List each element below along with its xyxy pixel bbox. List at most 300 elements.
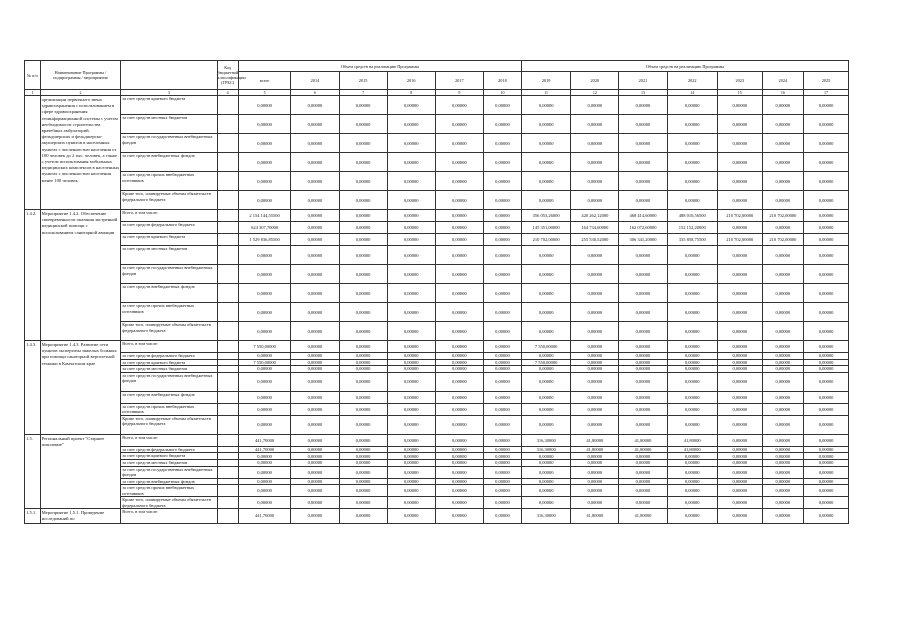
funding-source: за счет средств краевого бюджета	[121, 96, 217, 115]
funding-source: Кроме того, планируемые объемы обязательств федерального бюджета	[121, 415, 217, 434]
amount-cell: 0,00000	[483, 246, 521, 265]
amount-cell: 0,00000	[238, 497, 291, 509]
amount-cell: 0,00000	[339, 466, 387, 478]
amount-cell: 0,00000	[483, 403, 521, 415]
amount-cell: 0,00000	[804, 222, 849, 234]
amount-cell: 41,80000	[667, 434, 717, 446]
amount-cell: 0,00000	[435, 210, 483, 222]
amount-cell: 164 734,60000	[571, 222, 619, 234]
amount-cell: 0,00000	[435, 453, 483, 460]
amount-cell: 0,00000	[804, 459, 849, 466]
amount-cell: 0,00000	[762, 96, 803, 115]
amount-cell: 0,00000	[483, 265, 521, 284]
amount-cell: 0,00000	[522, 391, 571, 403]
amount-cell: 441,70000	[238, 434, 291, 446]
amount-cell: 0,00000	[522, 466, 571, 478]
kbk-cell	[217, 453, 238, 460]
amount-cell: 0,00000	[762, 284, 803, 303]
amount-cell: 0,00000	[387, 434, 435, 446]
amount-cell: 0,00000	[339, 191, 387, 210]
amount-cell: 0,00000	[804, 134, 849, 153]
amount-cell: 0,00000	[522, 284, 571, 303]
amount-cell: 0,00000	[804, 234, 849, 246]
amount-cell: 0,00000	[435, 403, 483, 415]
program-name: Региональный проект "Старшее поколение"	[40, 434, 121, 508]
kbk-cell	[217, 134, 238, 153]
amount-cell: 0,00000	[717, 353, 762, 360]
amount-cell: 0,00000	[762, 115, 803, 134]
amount-cell: 0,00000	[483, 210, 521, 222]
column-number: 2	[40, 90, 121, 96]
amount-cell: 0,00000	[804, 497, 849, 509]
amount-cell: 0,00000	[619, 478, 667, 485]
header-year: 2017	[435, 72, 483, 90]
funding-source: за счет средств местных бюджетов	[121, 115, 217, 134]
amount-cell: 41,80000	[571, 434, 619, 446]
kbk-cell	[217, 434, 238, 446]
amount-cell: 0,00000	[717, 246, 762, 265]
amount-cell: 0,00000	[717, 303, 762, 322]
amount-cell: 0,00000	[762, 246, 803, 265]
amount-cell: 0,00000	[339, 115, 387, 134]
amount-cell: 0,00000	[804, 453, 849, 460]
amount-cell: 0,00000	[483, 391, 521, 403]
column-number: 7	[339, 90, 387, 96]
amount-cell: 468 414,60000	[619, 210, 667, 222]
amount-cell: 0,00000	[804, 322, 849, 341]
amount-cell: 0,00000	[667, 485, 717, 497]
amount-cell: 0,00000	[571, 322, 619, 341]
table-row	[25, 497, 849, 509]
kbk-cell	[217, 478, 238, 485]
amount-cell: 0,00000	[435, 265, 483, 284]
column-number: 10	[483, 90, 521, 96]
amount-cell: 0,00000	[619, 284, 667, 303]
amount-cell: 0,00000	[238, 391, 291, 403]
amount-cell: 0,00000	[804, 415, 849, 434]
amount-cell: 356 053,26000	[522, 210, 571, 222]
header-year: 2021	[619, 72, 667, 90]
amount-cell: 0,00000	[435, 497, 483, 509]
amount-cell: 0,00000	[619, 366, 667, 373]
amount-cell: 0,00000	[717, 134, 762, 153]
kbk-cell	[217, 497, 238, 509]
amount-cell: 0,00000	[717, 284, 762, 303]
header-row-top	[25, 61, 849, 72]
amount-cell: 0,00000	[483, 509, 521, 523]
funding-source: за счет средств внебюджетных фондов	[121, 284, 217, 303]
amount-cell: 0,00000	[571, 453, 619, 460]
amount-cell: 0,00000	[762, 453, 803, 460]
amount-cell: 316,30000	[522, 509, 571, 523]
amount-cell: 0,00000	[522, 265, 571, 284]
table-row	[25, 403, 849, 415]
amount-cell: 0,00000	[717, 372, 762, 391]
amount-cell: 0,00000	[522, 353, 571, 360]
amount-cell: 0,00000	[619, 497, 667, 509]
amount-cell: 210 702,00000	[762, 234, 803, 246]
amount-cell: 441,70000	[238, 446, 291, 453]
amount-cell: 0,00000	[291, 153, 339, 172]
amount-cell: 0,00000	[667, 391, 717, 403]
amount-cell: 0,00000	[667, 478, 717, 485]
amount-cell: 0,00000	[483, 353, 521, 360]
amount-cell: 0,00000	[762, 172, 803, 191]
amount-cell: 0,00000	[291, 478, 339, 485]
amount-cell: 420 262,12000	[571, 210, 619, 222]
table-row	[25, 459, 849, 466]
table-row	[25, 222, 849, 234]
header-year: 2022	[667, 72, 717, 90]
program-name: организации первичного звена здравоохранения с использованием в сфере здравоохранения геоинформационной системы с учетом необходимости строительства врачебных амбулаторий, фельдшерских и фельдшерско-акушерских пунктов в населенных пунктах с численностью населения от 100 человек до 2 тыс. человек, а также с учетом использования мобильных медицинских комплексов в населенных пунктах с численностью населения менее 100 человек	[40, 96, 121, 210]
amount-cell: 0,00000	[483, 134, 521, 153]
amount-cell: 0,00000	[435, 96, 483, 115]
amount-cell: 0,00000	[483, 234, 521, 246]
amount-cell: 0,00000	[717, 191, 762, 210]
amount-cell: 0,00000	[238, 372, 291, 391]
amount-cell: 41,80000	[619, 509, 667, 523]
amount-cell: 0,00000	[571, 341, 619, 353]
funding-source: за счет средств федерального бюджета	[121, 446, 217, 453]
amount-cell: 0,00000	[291, 172, 339, 191]
program-name: Мероприятие 1.4.2. Обеспечение своевременности оказания экстренной медицинской помощи с использованием санитарной авиации	[40, 210, 121, 341]
amount-cell: 0,00000	[387, 372, 435, 391]
amount-cell: 41,80000	[619, 446, 667, 453]
amount-cell: 0,00000	[339, 446, 387, 453]
amount-cell: 0,00000	[339, 284, 387, 303]
amount-cell: 0,00000	[619, 246, 667, 265]
table-row	[25, 434, 849, 446]
amount-cell: 0,00000	[387, 246, 435, 265]
amount-cell: 0,00000	[804, 115, 849, 134]
amount-cell: 0,00000	[387, 446, 435, 453]
table-row	[25, 134, 849, 153]
header-year: 2015	[339, 72, 387, 90]
amount-cell: 0,00000	[291, 466, 339, 478]
amount-cell: 0,00000	[804, 303, 849, 322]
amount-cell: 0,00000	[619, 303, 667, 322]
amount-cell: 0,00000	[667, 341, 717, 353]
amount-cell: 0,00000	[339, 497, 387, 509]
amount-cell: 0,00000	[339, 434, 387, 446]
amount-cell: 0,00000	[339, 210, 387, 222]
amount-cell: 0,00000	[238, 353, 291, 360]
amount-cell: 0,00000	[291, 234, 339, 246]
amount-cell: 0,00000	[619, 341, 667, 353]
amount-cell: 0,00000	[435, 246, 483, 265]
amount-cell: 0,00000	[435, 115, 483, 134]
column-number: 17	[804, 90, 849, 96]
amount-cell: 0,00000	[717, 509, 762, 523]
table-row	[25, 353, 849, 360]
amount-cell: 0,00000	[571, 96, 619, 115]
amount-cell: 0,00000	[762, 341, 803, 353]
amount-cell: 0,00000	[291, 115, 339, 134]
amount-cell: 0,00000	[435, 153, 483, 172]
table-row	[25, 322, 849, 341]
amount-cell: 0,00000	[387, 191, 435, 210]
amount-cell: 0,00000	[339, 222, 387, 234]
amount-cell: 0,00000	[571, 246, 619, 265]
column-number: 1	[25, 90, 41, 96]
amount-cell: 0,00000	[667, 153, 717, 172]
amount-cell: 0,00000	[387, 172, 435, 191]
amount-cell: 0,00000	[667, 453, 717, 460]
kbk-cell	[217, 222, 238, 234]
kbk-cell	[217, 372, 238, 391]
kbk-cell	[217, 303, 238, 322]
amount-cell: 0,00000	[435, 341, 483, 353]
amount-cell: 0,00000	[717, 446, 762, 453]
amount-cell: 0,00000	[804, 434, 849, 446]
table-row	[25, 153, 849, 172]
amount-cell: 0,00000	[522, 372, 571, 391]
amount-cell: 0,00000	[571, 459, 619, 466]
amount-cell: 0,00000	[619, 372, 667, 391]
amount-cell: 0,00000	[762, 134, 803, 153]
amount-cell: 0,00000	[667, 403, 717, 415]
amount-cell: 0,00000	[667, 172, 717, 191]
funding-source: за счет средств краевого бюджета	[121, 359, 217, 366]
amount-cell: 0,00000	[571, 497, 619, 509]
header-year: 2020	[571, 72, 619, 90]
program-funding-table	[24, 60, 849, 524]
amount-cell: 0,00000	[339, 391, 387, 403]
amount-cell: 0,00000	[435, 391, 483, 403]
amount-cell: 0,00000	[804, 372, 849, 391]
amount-cell: 0,00000	[522, 459, 571, 466]
table-row	[25, 509, 849, 523]
amount-cell: 0,00000	[435, 322, 483, 341]
table-row	[25, 359, 849, 366]
kbk-cell	[217, 191, 238, 210]
amount-cell: 0,00000	[762, 478, 803, 485]
amount-cell: 0,00000	[483, 466, 521, 478]
amount-cell: 0,00000	[291, 366, 339, 373]
amount-cell: 0,00000	[667, 303, 717, 322]
amount-cell: 0,00000	[339, 303, 387, 322]
column-number: 4	[217, 90, 238, 96]
amount-cell: 0,00000	[435, 434, 483, 446]
amount-cell: 0,00000	[291, 341, 339, 353]
amount-cell: 0,00000	[667, 372, 717, 391]
table-row	[25, 341, 849, 353]
amount-cell: 0,00000	[717, 265, 762, 284]
amount-cell: 0,00000	[291, 246, 339, 265]
funding-source: Кроме того, планируемые объемы обязательств федерального бюджета	[121, 191, 217, 210]
kbk-cell	[217, 153, 238, 172]
funding-source: за счет средств внебюджетных фондов	[121, 391, 217, 403]
header-year: 2025	[804, 72, 849, 90]
amount-cell: 0,00000	[804, 485, 849, 497]
amount-cell: 0,00000	[291, 222, 339, 234]
amount-cell: 0,00000	[762, 265, 803, 284]
amount-cell: 0,00000	[522, 172, 571, 191]
amount-cell: 0,00000	[435, 459, 483, 466]
amount-cell: 0,00000	[238, 466, 291, 478]
amount-cell: 0,00000	[339, 478, 387, 485]
funding-source: за счет средств местных бюджетов	[121, 246, 217, 265]
funding-source: за счет средств местных бюджетов	[121, 459, 217, 466]
amount-cell: 0,00000	[619, 153, 667, 172]
funding-source: Кроме того, планируемые объемы обязательств федерального бюджета	[121, 322, 217, 341]
header-funding-group-2: Объем средств на реализацию Программы	[522, 61, 849, 72]
kbk-cell	[217, 353, 238, 360]
kbk-cell	[217, 415, 238, 434]
amount-cell: 0,00000	[667, 497, 717, 509]
amount-cell: 0,00000	[387, 453, 435, 460]
table-row	[25, 415, 849, 434]
amount-cell: 0,00000	[619, 403, 667, 415]
amount-cell: 0,00000	[291, 372, 339, 391]
table-row	[25, 191, 849, 210]
amount-cell: 0,00000	[619, 466, 667, 478]
amount-cell: 0,00000	[619, 459, 667, 466]
amount-cell: 0,00000	[804, 191, 849, 210]
header-year: 2018	[483, 72, 521, 90]
amount-cell: 0,00000	[717, 485, 762, 497]
amount-cell: 0,00000	[291, 353, 339, 360]
amount-cell: 0,00000	[804, 172, 849, 191]
amount-cell: 0,00000	[291, 497, 339, 509]
amount-cell: 0,00000	[717, 415, 762, 434]
amount-cell: 0,00000	[483, 96, 521, 115]
amount-cell: 0,00000	[435, 284, 483, 303]
amount-cell: 0,00000	[238, 403, 291, 415]
amount-cell: 0,00000	[522, 153, 571, 172]
amount-cell: 0,00000	[619, 265, 667, 284]
amount-cell: 0,00000	[483, 341, 521, 353]
amount-cell: 0,00000	[619, 485, 667, 497]
amount-cell: 0,00000	[387, 359, 435, 366]
kbk-cell	[217, 172, 238, 191]
amount-cell: 0,00000	[804, 246, 849, 265]
amount-cell: 0,00000	[522, 115, 571, 134]
amount-cell: 0,00000	[522, 453, 571, 460]
amount-cell: 0,00000	[804, 153, 849, 172]
amount-cell: 0,00000	[717, 391, 762, 403]
amount-cell: 0,00000	[483, 372, 521, 391]
amount-cell: 0,00000	[387, 134, 435, 153]
amount-cell: 0,00000	[667, 415, 717, 434]
funding-source: Всего, в том числе:	[121, 341, 217, 353]
column-number: 15	[717, 90, 762, 96]
amount-cell: 0,00000	[762, 303, 803, 322]
amount-cell: 0,00000	[522, 415, 571, 434]
amount-cell: 0,00000	[435, 372, 483, 391]
row-number: 1.4.2.	[25, 210, 41, 341]
amount-cell: 0,00000	[804, 265, 849, 284]
amount-cell: 0,00000	[435, 222, 483, 234]
amount-cell: 0,00000	[717, 466, 762, 478]
amount-cell: 0,00000	[667, 359, 717, 366]
amount-cell: 0,00000	[238, 115, 291, 134]
amount-cell: 0,00000	[435, 509, 483, 523]
amount-cell: 0,00000	[804, 391, 849, 403]
amount-cell: 0,00000	[619, 322, 667, 341]
amount-cell: 0,00000	[717, 153, 762, 172]
amount-cell: 0,00000	[387, 265, 435, 284]
amount-cell: 0,00000	[387, 459, 435, 466]
amount-cell: 0,00000	[717, 96, 762, 115]
kbk-cell	[217, 509, 238, 523]
amount-cell: 0,00000	[483, 359, 521, 366]
amount-cell: 0,00000	[291, 134, 339, 153]
amount-cell: 0,00000	[522, 303, 571, 322]
amount-cell: 0,00000	[717, 322, 762, 341]
kbk-cell	[217, 115, 238, 134]
funding-source: за счет средств краевого бюджета	[121, 453, 217, 460]
kbk-cell	[217, 459, 238, 466]
amount-cell: 0,00000	[571, 353, 619, 360]
amount-cell: 0,00000	[483, 366, 521, 373]
amount-cell: 0,00000	[339, 415, 387, 434]
kbk-cell	[217, 391, 238, 403]
amount-cell: 0,00000	[571, 303, 619, 322]
table-row	[25, 303, 849, 322]
header-year: всего	[238, 72, 291, 90]
column-number: 14	[667, 90, 717, 96]
kbk-cell	[217, 322, 238, 341]
amount-cell: 0,00000	[762, 372, 803, 391]
amount-cell: 0,00000	[435, 134, 483, 153]
amount-cell: 0,00000	[483, 222, 521, 234]
amount-cell: 7 550,00000	[238, 359, 291, 366]
amount-cell: 0,00000	[291, 459, 339, 466]
amount-cell: 0,00000	[238, 459, 291, 466]
amount-cell: 0,00000	[667, 191, 717, 210]
amount-cell: 0,00000	[717, 366, 762, 373]
amount-cell: 316,30000	[522, 446, 571, 453]
amount-cell: 0,00000	[387, 284, 435, 303]
column-number: 12	[571, 90, 619, 96]
amount-cell: 0,00000	[387, 466, 435, 478]
amount-cell: 145 351,00000	[522, 222, 571, 234]
amount-cell: 0,00000	[571, 415, 619, 434]
amount-cell: 0,00000	[339, 453, 387, 460]
amount-cell: 0,00000	[804, 478, 849, 485]
amount-cell: 0,00000	[238, 153, 291, 172]
amount-cell: 0,00000	[717, 403, 762, 415]
amount-cell: 0,00000	[522, 366, 571, 373]
amount-cell: 0,00000	[483, 415, 521, 434]
amount-cell: 0,00000	[339, 234, 387, 246]
amount-cell: 0,00000	[291, 284, 339, 303]
amount-cell: 0,00000	[435, 234, 483, 246]
table-row	[25, 210, 849, 222]
amount-cell: 41,80000	[571, 509, 619, 523]
table-row	[25, 446, 849, 453]
column-number: 13	[619, 90, 667, 96]
amount-cell: 0,00000	[238, 246, 291, 265]
amount-cell: 0,00000	[571, 372, 619, 391]
amount-cell: 152 152,20000	[667, 222, 717, 234]
amount-cell: 0,00000	[339, 366, 387, 373]
amount-cell: 0,00000	[522, 322, 571, 341]
column-number: 6	[291, 90, 339, 96]
amount-cell: 0,00000	[387, 403, 435, 415]
amount-cell: 7 550,00000	[522, 359, 571, 366]
table-row	[25, 115, 849, 134]
amount-cell: 0,00000	[522, 403, 571, 415]
amount-cell: 0,00000	[291, 265, 339, 284]
amount-cell: 0,00000	[291, 446, 339, 453]
kbk-cell	[217, 284, 238, 303]
amount-cell: 0,00000	[762, 459, 803, 466]
amount-cell: 0,00000	[435, 359, 483, 366]
amount-cell: 0,00000	[804, 359, 849, 366]
amount-cell: 0,00000	[804, 366, 849, 373]
